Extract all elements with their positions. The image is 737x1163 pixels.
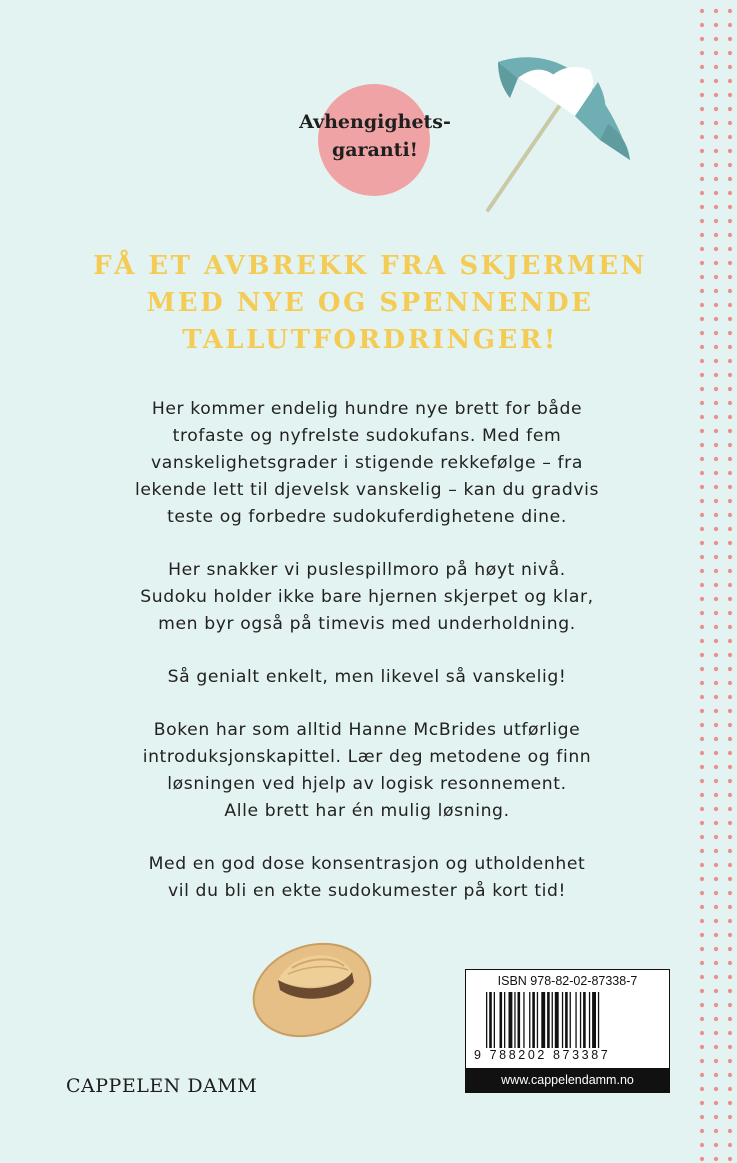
barcode-bar (570, 992, 571, 1048)
text-line: trofaste og nyfrelste sudokufans. Med fem (172, 426, 562, 446)
barcode-digits: 9 788202 873387 (474, 1048, 611, 1062)
publisher-url: www.cappelendamm.no (466, 1068, 669, 1092)
badge-line-1: Avhengighets- (299, 111, 451, 133)
dot-pattern (693, 0, 737, 1163)
text-line: men byr også på timevis med underholdning. (158, 614, 576, 634)
barcode-label (465, 969, 670, 1093)
text-line: Sudoku holder ikke bare hjernen skjerpet og klar, (140, 587, 594, 607)
straw-hat-icon (248, 932, 378, 1042)
text-line: Boken har som alltid Hanne McBrides utførlige (153, 720, 581, 740)
barcode-icon (486, 992, 662, 1048)
barcode-bar (486, 992, 487, 1048)
text-line: vanskelighetsgrader i stigende rekkefølge – fra (151, 453, 583, 473)
barcode-bar (537, 992, 538, 1048)
barcode-bar (552, 992, 553, 1048)
barcode-bar (589, 992, 590, 1048)
isbn-text: ISBN 978-82-02-87338-7 (497, 974, 638, 988)
barcode-bar (529, 992, 530, 1048)
headline-line-3: TALLUTFORDRINGER! (182, 325, 558, 355)
barcode-bar (592, 992, 596, 1048)
barcode-bar (514, 992, 515, 1048)
barcode-bar (504, 992, 505, 1048)
text-line: teste og forbedre sudokuferdighetene dine. (167, 507, 567, 527)
text-line: Her snakker vi puslespillmoro på høyt nivå. (168, 560, 566, 580)
barcode-bar (523, 992, 524, 1048)
badge-line-2: garanti! (331, 139, 419, 161)
barcode-bar (518, 992, 521, 1048)
text-line: Så genialt enkelt, men likevel så vanskelig! (167, 667, 567, 687)
blurb (60, 396, 674, 931)
barcode-bar (575, 992, 576, 1048)
barcode-bar (555, 992, 559, 1048)
publisher-logo: CAPPELEN DAMM (66, 1075, 258, 1097)
paragraph-3 (60, 664, 674, 691)
paragraph-4 (60, 717, 674, 825)
barcode-bar (547, 992, 550, 1048)
text-line: lekende lett til djevelsk vanskelig – kan du gradvis (134, 480, 600, 500)
barcode-bar (489, 992, 492, 1048)
barcode-bar (565, 992, 568, 1048)
barcode-bar (562, 992, 563, 1048)
paragraph-5 (60, 851, 674, 905)
barcode-bar (580, 992, 581, 1048)
paragraph-2 (60, 557, 674, 638)
barcode-bar (500, 992, 503, 1048)
barcode-bar (583, 992, 586, 1048)
headline-line-1: FÅ ET AVBREKK FRA SKJERMEN (93, 251, 647, 281)
text-line: vil du bli en ekte sudokumester på kort tid! (167, 881, 567, 901)
barcode-bar (598, 992, 599, 1048)
barcode-bar (494, 992, 495, 1048)
barcode-bar (509, 992, 513, 1048)
paragraph-1 (60, 396, 674, 531)
badge-text (280, 108, 470, 164)
barcode-bar (541, 992, 545, 1048)
barcode-bar (532, 992, 535, 1048)
text-line: Alle brett har én mulig løsning. (224, 801, 510, 821)
headline-line-2: MED NYE OG SPENNENDE (146, 288, 594, 318)
text-line: Med en god dose konsentrasjon og utholdenhet (148, 854, 586, 874)
text-line: løsningen ved hjelp av logisk resonnement. (167, 774, 567, 794)
headline (60, 248, 680, 359)
text-line: introduksjonskapittel. Lær deg metodene og finn (142, 747, 592, 767)
beach-umbrella-icon (480, 40, 650, 220)
text-line: Her kommer endelig hundre nye brett for både (151, 399, 583, 419)
